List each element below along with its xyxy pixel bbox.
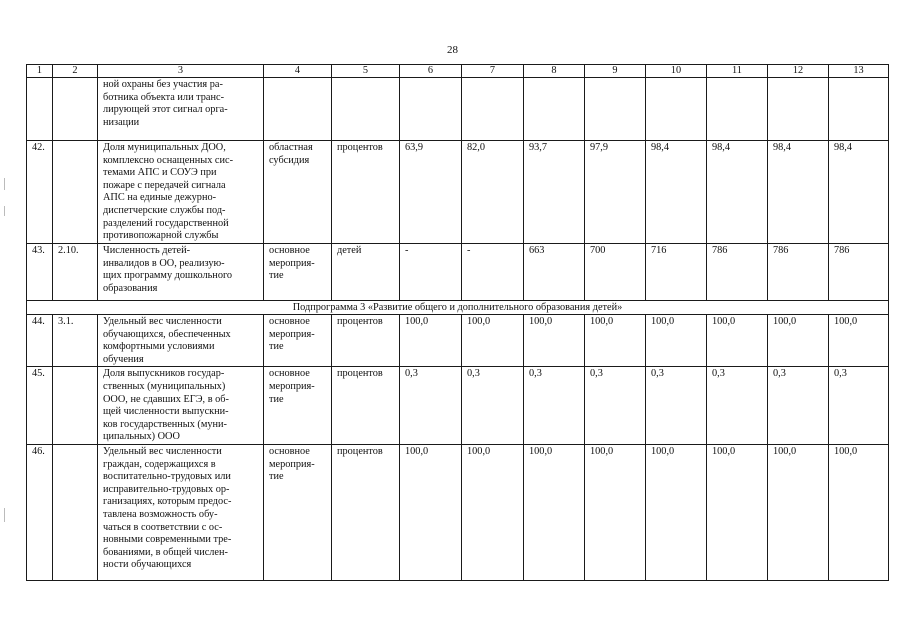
column-number-row [27,65,889,78]
value-cell: 97,9 [585,141,646,244]
row-code [53,78,98,141]
indicator-name: ной охраны без участия ра- ботника объекта или транс- лирующей этот сигнал орга- низации [98,78,264,141]
value-cell: 100,0 [707,444,768,580]
value-cell [829,78,889,141]
funding-source [264,78,332,141]
value-cell: 100,0 [768,315,829,367]
value-cell: 100,0 [462,315,524,367]
scan-edge-mark [4,508,5,522]
value-cell: 100,0 [585,444,646,580]
funding-source: основное мероприя- тие [264,244,332,301]
row-code [53,141,98,244]
value-cell: 786 [829,244,889,301]
value-cell: 0,3 [646,367,707,445]
row-number [27,78,53,141]
indicator-name: Доля муниципальных ДОО, комплексно оснащенных сис- темами АПС и СОУЭ при пожаре с передачей сигнала АПС на единые дежурно- диспетчерские службы под- разделений государственной противопожарной службы [98,141,264,244]
scan-edge-mark [4,178,5,190]
value-cell [707,78,768,141]
value-cell: - [462,244,524,301]
table-row [27,444,889,580]
value-cell: 100,0 [829,315,889,367]
value-cell: 100,0 [768,444,829,580]
row-number: 43. [27,244,53,301]
column-header: 11 [707,65,768,78]
value-cell: 63,9 [400,141,462,244]
value-cell: 0,3 [829,367,889,445]
value-cell: - [400,244,462,301]
unit: детей [332,244,400,301]
value-cell: 0,3 [462,367,524,445]
value-cell: 82,0 [462,141,524,244]
column-header: 8 [524,65,585,78]
unit: процентов [332,315,400,367]
column-header: 13 [829,65,889,78]
indicator-name: Численность детей- инвалидов в ОО, реализую- щих программу дошкольного образования [98,244,264,301]
funding-source: областная субсидия [264,141,332,244]
value-cell: 100,0 [707,315,768,367]
table-row [27,244,889,301]
value-cell: 98,4 [768,141,829,244]
value-cell: 100,0 [400,444,462,580]
unit [332,78,400,141]
unit: процентов [332,141,400,244]
row-number: 46. [27,444,53,580]
value-cell: 0,3 [707,367,768,445]
table-row [27,141,889,244]
column-header: 9 [585,65,646,78]
table-row [27,367,889,445]
row-number: 45. [27,367,53,445]
page-number: 28 [447,44,458,56]
value-cell: 98,4 [707,141,768,244]
value-cell: 716 [646,244,707,301]
value-cell: 663 [524,244,585,301]
value-cell: 0,3 [400,367,462,445]
value-cell [462,78,524,141]
row-code: 3.1. [53,315,98,367]
column-header: 6 [400,65,462,78]
scan-edge-mark [4,206,5,216]
value-cell: 0,3 [585,367,646,445]
column-header: 2 [53,65,98,78]
indicator-name: Удельный вес численности граждан, содержащихся в воспитательно-трудовых или исправительно-трудовых ор- ганизациях, которым предос- тавлена возможность обу- чаться в соответствии с ос- новными современными тре- бованиями, в общей числен- ности обучающихся [98,444,264,580]
value-cell: 98,4 [646,141,707,244]
row-number: 44. [27,315,53,367]
column-header: 12 [768,65,829,78]
subprogram-title: Подпрограмма 3 «Развитие общего и дополнительного образования детей» [27,301,889,315]
column-header: 1 [27,65,53,78]
unit: процентов [332,444,400,580]
column-header: 4 [264,65,332,78]
column-header: 7 [462,65,524,78]
value-cell: 700 [585,244,646,301]
value-cell [768,78,829,141]
funding-source: основное мероприя- тие [264,444,332,580]
funding-source: основное мероприя- тие [264,367,332,445]
value-cell: 100,0 [462,444,524,580]
subprogram-row [27,301,889,315]
value-cell: 786 [768,244,829,301]
row-code [53,444,98,580]
value-cell: 100,0 [646,315,707,367]
value-cell: 0,3 [768,367,829,445]
value-cell: 786 [707,244,768,301]
value-cell: 100,0 [829,444,889,580]
value-cell: 93,7 [524,141,585,244]
table-row [27,315,889,367]
indicator-name: Удельный вес численности обучающихся, обеспеченных комфортными условиями обучения [98,315,264,367]
funding-source: основное мероприя- тие [264,315,332,367]
indicators-table [26,64,889,581]
value-cell: 100,0 [400,315,462,367]
value-cell: 100,0 [524,315,585,367]
value-cell [646,78,707,141]
row-number: 42. [27,141,53,244]
value-cell: 100,0 [646,444,707,580]
value-cell [400,78,462,141]
column-header: 10 [646,65,707,78]
row-code: 2.10. [53,244,98,301]
unit: процентов [332,367,400,445]
value-cell: 100,0 [585,315,646,367]
table-row [27,78,889,141]
column-header: 3 [98,65,264,78]
value-cell [524,78,585,141]
row-code [53,367,98,445]
value-cell [585,78,646,141]
value-cell: 100,0 [524,444,585,580]
indicator-name: Доля выпускников государ- ственных (муниципальных) ООО, не сдавших ЕГЭ, в об- щей численности выпускни- ков государственных (муни- ципальных) ООО [98,367,264,445]
value-cell: 0,3 [524,367,585,445]
column-header: 5 [332,65,400,78]
value-cell: 98,4 [829,141,889,244]
